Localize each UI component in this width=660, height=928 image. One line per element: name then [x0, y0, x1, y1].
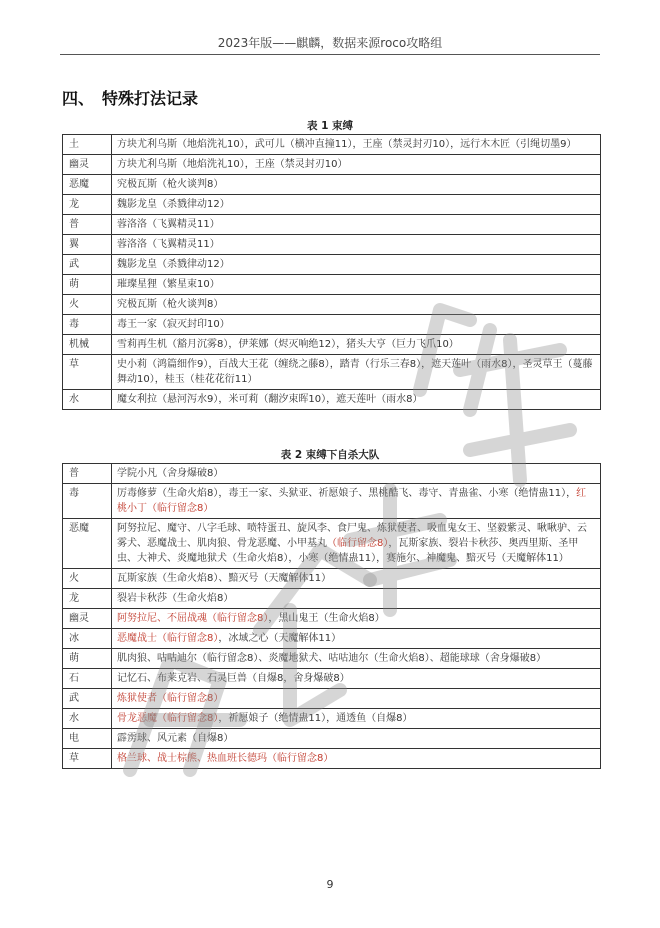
pet-list-cell [112, 629, 601, 649]
table-row [63, 255, 601, 275]
attribute-cell: 翼 [63, 235, 112, 255]
cell-text: ，瓦斯家族、裂岩卡秋莎、奥西里斯、圣甲虫、大神犬、炎魔地狱犬（生命火焰8），小寒（绝情蛊11），赛施尔、神魔鬼、黯灭号（天魔解体11） [117, 538, 579, 564]
table-row [63, 175, 601, 195]
pet-list-cell [112, 464, 601, 484]
pet-list-cell [112, 484, 601, 519]
pet-list-cell [112, 235, 601, 255]
cell-text: 究极瓦斯（枪火谈判8） [117, 179, 224, 190]
attribute-cell: 萌 [63, 275, 112, 295]
page-header: 2023年版——麒麟，数据来源roco攻略组 [60, 34, 600, 55]
table-row [63, 669, 601, 689]
cell-text: 魏影龙皇（杀戮律动12） [117, 259, 230, 270]
table-row [63, 464, 601, 484]
table-row [63, 315, 601, 335]
pet-list-cell [112, 335, 601, 355]
attribute-cell: 土 [63, 135, 112, 155]
pet-list-cell [112, 215, 601, 235]
pet-list-cell [112, 669, 601, 689]
pet-list-cell [112, 135, 601, 155]
pet-list-cell [112, 255, 601, 275]
highlighted-text: 红桃小丁（临行留念8） [117, 488, 587, 514]
cell-text: 方块尤利乌斯（地焰洗礼10），王座（禁灵封刃10） [117, 159, 348, 170]
table-row [63, 135, 601, 155]
cell-text: 魏影龙皇（杀戮律动12） [117, 199, 230, 210]
cell-text: 蓉洛洛（飞翼精灵11） [117, 239, 220, 250]
cell-text: 肌肉狼、咕咕迪尔（临行留念8）、炎魔地狱犬、咕咕迪尔（生命火焰8）、超能球球（舍身爆破8） [117, 653, 547, 664]
attribute-cell: 毒 [63, 484, 112, 519]
cell-text: 究极瓦斯（枪火谈判8） [117, 299, 224, 310]
table2-caption: 表 2 束缚下自杀大队 [280, 449, 380, 461]
attribute-cell: 幽灵 [63, 609, 112, 629]
attribute-cell: 武 [63, 689, 112, 709]
pet-list-cell [112, 709, 601, 729]
attribute-cell: 幽灵 [63, 155, 112, 175]
table-row [63, 484, 601, 519]
section-number: 四、 [62, 89, 95, 108]
pet-list-cell [112, 175, 601, 195]
table-row [63, 709, 601, 729]
cell-text: ，祈愿娘子（绝情蛊11），通透鱼（自爆8） [218, 713, 413, 724]
pet-list-cell [112, 519, 601, 569]
cell-text: 学院小凡（舍身爆破8） [117, 468, 224, 479]
attribute-cell: 龙 [63, 589, 112, 609]
suicide-team-table [62, 463, 601, 769]
attribute-cell: 水 [63, 709, 112, 729]
pet-list-cell [112, 195, 601, 215]
table-row [63, 195, 601, 215]
attribute-cell: 草 [63, 355, 112, 390]
cell-text: 记忆石、布莱克岩、石灵巨兽（自爆8，舍身爆破8） [117, 673, 350, 684]
cell-text: ，黑山鬼王（生命火焰8） [268, 613, 385, 624]
table-row [63, 649, 601, 669]
attribute-cell: 石 [63, 669, 112, 689]
table-row [63, 155, 601, 175]
attribute-cell: 恶魔 [63, 519, 112, 569]
table-row [63, 275, 601, 295]
attribute-cell: 武 [63, 255, 112, 275]
table-row [63, 749, 601, 769]
cell-text: 魔女利拉（悬河泻水9），米可莉（翻汐束晖10），遮天莲叶（雨水8） [117, 394, 423, 405]
pet-list-cell [112, 155, 601, 175]
pet-list-cell [112, 749, 601, 769]
highlighted-text: 阿努拉尼、不屈战魂（临行留念8） [117, 613, 269, 624]
cell-text: 史小莉（鸿篇细作9），百战大王花（缠绕之藤8），踏青（行乐三春8），遮天莲叶（雨水8），圣灵草王（蔓藤舞动10），桂玉（桂花花衍11） [117, 359, 593, 385]
pet-list-cell [112, 295, 601, 315]
pet-list-cell [112, 315, 601, 335]
table-row [63, 609, 601, 629]
pet-list-cell [112, 390, 601, 410]
page-number: 9 [326, 878, 334, 891]
table-row [63, 390, 601, 410]
table-row [63, 629, 601, 649]
pet-list-cell [112, 689, 601, 709]
cell-text: 毒王一家（寂灭封印10） [117, 319, 230, 330]
table-row [63, 689, 601, 709]
cell-text: 阿努拉尼、魔守、八字毛球、喷特蛋丑、旋风李、食尸鬼、炼狱使者、吸血鬼女王、坚毅紫灵、啾啾驴、云雾犬、恶魔战士、肌肉狼、骨龙恶魔、小甲基丸 [117, 523, 587, 549]
table-row [63, 215, 601, 235]
pet-list-cell [112, 589, 601, 609]
attribute-cell: 龙 [63, 195, 112, 215]
table-row [63, 589, 601, 609]
highlighted-text: （临行留念8） [327, 538, 389, 549]
highlighted-text: 骨龙恶魔（临行留念8） [117, 713, 219, 724]
attribute-cell: 普 [63, 215, 112, 235]
highlighted-text: 格兰球、战士棕熊、热血班长德玛（临行留念8） [117, 753, 334, 764]
table-row [63, 335, 601, 355]
highlighted-text: 炼狱使者（临行留念8） [117, 693, 224, 704]
cell-text: 瓦斯家族（生命火焰8）、黯灭号（天魔解体11） [117, 573, 332, 584]
table-row [63, 355, 601, 390]
attribute-cell: 萌 [63, 649, 112, 669]
table-row [63, 519, 601, 569]
cell-text: 方块尤利乌斯（地焰洗礼10），武可儿（横冲直撞11），王座（禁灵封刃10），远行木木匠（引绳切墨9） [117, 139, 577, 150]
attribute-cell: 火 [63, 569, 112, 589]
attribute-cell: 水 [63, 390, 112, 410]
attribute-cell: 恶魔 [63, 175, 112, 195]
pet-list-cell [112, 729, 601, 749]
table-row [63, 295, 601, 315]
pet-list-cell [112, 569, 601, 589]
pet-list-cell [112, 355, 601, 390]
cell-text: 蓉洛洛（飞翼精灵11） [117, 219, 220, 230]
table1-caption: 表 1 束缚 [306, 120, 354, 132]
attribute-cell: 火 [63, 295, 112, 315]
attribute-cell: 草 [63, 749, 112, 769]
section-title: 特殊打法记录 [102, 89, 199, 108]
table-row [63, 569, 601, 589]
attribute-cell: 普 [63, 464, 112, 484]
attribute-cell: 电 [63, 729, 112, 749]
table-row [63, 235, 601, 255]
cell-text: 雪莉再生机（豁月沉雾8），伊莱娜（烬灭响绝12），猪头大亨（巨力飞爪10） [117, 339, 459, 350]
cell-text: 璀璨星狸（繁星束10） [117, 279, 220, 290]
attribute-cell: 机械 [63, 335, 112, 355]
highlighted-text: 恶魔战士（临行留念8） [117, 633, 219, 644]
pet-list-cell [112, 275, 601, 295]
cell-text: 厉毒修萝（生命火焰8），毒王一家、头狱亚、祈愿娘子、黑桃酷飞、毒守、青蛊雀、小寒（绝情蛊11）， [117, 488, 577, 499]
table-row [63, 729, 601, 749]
cell-text: 霹雳球、风元素（自爆8） [117, 733, 234, 744]
section-heading [62, 86, 198, 109]
bind-table [62, 134, 601, 410]
cell-text: ，冰域之心（天魔解体11） [218, 633, 342, 644]
attribute-cell: 毒 [63, 315, 112, 335]
cell-text: 裂岩卡秋莎（生命火焰8） [117, 593, 234, 604]
pet-list-cell [112, 649, 601, 669]
pet-list-cell [112, 609, 601, 629]
attribute-cell: 冰 [63, 629, 112, 649]
